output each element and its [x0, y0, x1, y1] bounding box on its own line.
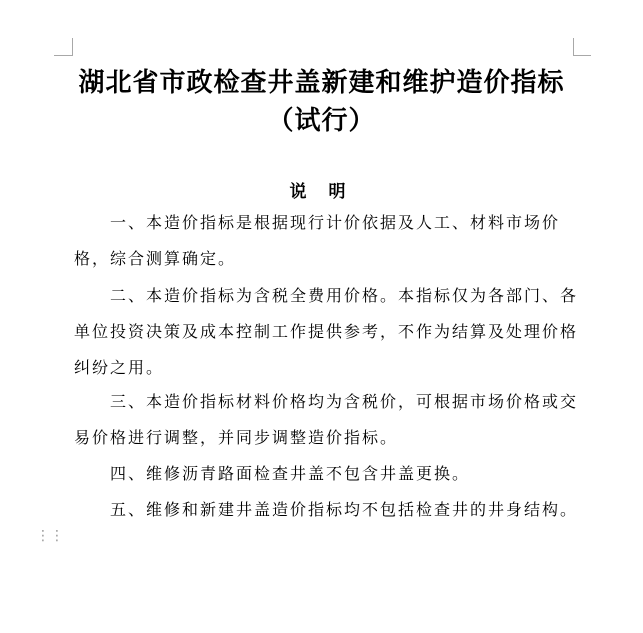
crop-mark-top-left-vertical [72, 38, 73, 56]
crop-mark-top-right-vertical [573, 38, 574, 56]
crop-mark-top-right-horizontal [573, 55, 591, 56]
paragraph-3: 三、本造价指标材料价格均为含税价，可根据市场价格或交易价格进行调整，并同步调整造价指标。 [74, 392, 579, 447]
section-heading: 说 明 [289, 182, 354, 202]
paragraph-5: 五、维修和新建井盖造价指标均不包括检查井的井身结构。 [110, 500, 579, 519]
paragraph-2: 二、本造价指标为含税全费用价格。本指标仅为各部门、各单位投资决策及成本控制工作提供参考，不作为结算及处理价格纠纷之用。 [74, 286, 579, 377]
document-title: 湖北省市政检查井盖新建和维护造价指标 [78, 68, 565, 98]
paragraph-4: 四、维修沥青路面检查井盖不包含井盖更换。 [110, 464, 471, 483]
crop-mark-top-left-horizontal [54, 55, 72, 56]
drag-handle-icon[interactable]: ⋮⋮ [36, 528, 64, 544]
document-subtitle: （试行） [267, 106, 376, 136]
paragraph-1: 一、本造价指标是根据现行计价依据及人工、材料市场价格，综合测算确定。 [74, 213, 561, 268]
